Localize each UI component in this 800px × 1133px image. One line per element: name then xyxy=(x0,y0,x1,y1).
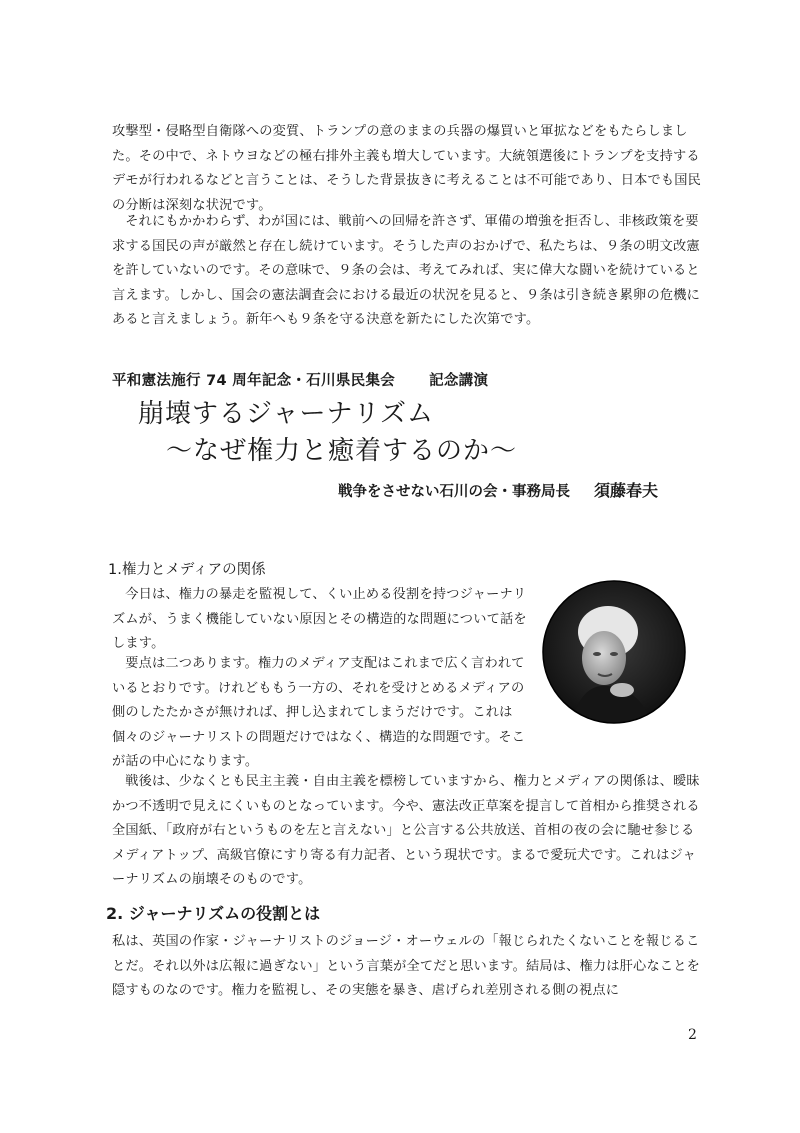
speaker-portrait-photo xyxy=(542,580,686,724)
intro-paragraph-1: 攻撃型・侵略型自衛隊への変質、トランプの意のままの兵器の爆買いと軍拡などをもたらしました。その中で、ネトウヨなどの極右排外主義も増大しています。大統領選後にトランプを支持するデモが行われるなどと言うことは、そうした背景抜きに考えることは不可能であり、日本でも国民の分断は深刻な状況です。 xyxy=(112,124,702,213)
section-1-heading: 1.権力とメディアの関係 xyxy=(108,562,266,578)
section-1-paragraph-2: 要点は二つあります。権力のメディア支配はこれまで広く言われているとおりです。けれどももう一方の、それを受けとめるメディアの側のしたたかさが無ければ、押し込まれてしまうだけです。これは個々のジャーナリストの問題だけではなく、構造的な問題です。そこが話の中心になります。 xyxy=(112,656,526,769)
byline xyxy=(338,478,658,501)
page-number: 2 xyxy=(688,1027,697,1043)
section-2-paragraph-1: 私は、英国の作家・ジャーナリストのジョージ・オーウェルの「報じられたくないことを報じることだ。それ以外は広報に過ぎない」という言葉が全てだと思います。結局は、権力は肝心なことを隠すものなのです。権力を監視し、その実態を暴き、虐げられ差別される側の視点に xyxy=(112,934,700,998)
event-tag: 記念講演 xyxy=(429,373,489,389)
article-subtitle: ～なぜ権力と癒着するのか～ xyxy=(166,436,518,466)
section-1-paragraph-1: 今日は、権力の暴走を監視して、くい止める役割を持つジャーナリズムが、うまく機能していない原因とその構造的な問題について話をします。 xyxy=(112,587,527,651)
intro-paragraph-2: それにもかかわらず、わが国には、戦前への回帰を許さず、軍備の増強を拒否し、非核政策を要求する国民の声が厳然と存在し続けています。そうした声のおかげで、私たちは、９条の明文改憲を許していないのです。その意味で、９条の会は、考えてみれば、実に偉大な闘いを続けていると言えます。しかし、国会の憲法調査会における最近の状況を見ると、９条は引き続き累卵の危機にあると言えましょう。新年へも９条を守る決意を新たにした次第です。 xyxy=(112,214,700,327)
event-heading xyxy=(112,369,712,390)
article-title: 崩壊するジャーナリズム xyxy=(138,399,434,429)
section-2-heading: 2. ジャーナリズムの役割とは xyxy=(106,904,321,923)
event-name: 平和憲法施行 74 周年記念・石川県民集会 xyxy=(112,373,396,389)
author-affiliation: 戦争をさせない石川の会・事務局長 xyxy=(338,484,570,500)
section-1-paragraph-3: 戦後は、少なくとも民主主義・自由主義を標榜していますから、権力とメディアの関係は、曖昧かつ不透明で見えにくいものとなっています。今や、憲法改正草案を提言して首相から推奨される全国紙、「政府が右というものを左と言えない」と公言する公共放送、首相の夜の会に馳せ参じるメディアトップ、高級官僚にすり寄る有力記者、という現状です。まるで愛玩犬です。これはジャーナリズムの崩壊そのものです。 xyxy=(112,774,700,887)
author-name: 須藤春夫 xyxy=(594,481,659,500)
